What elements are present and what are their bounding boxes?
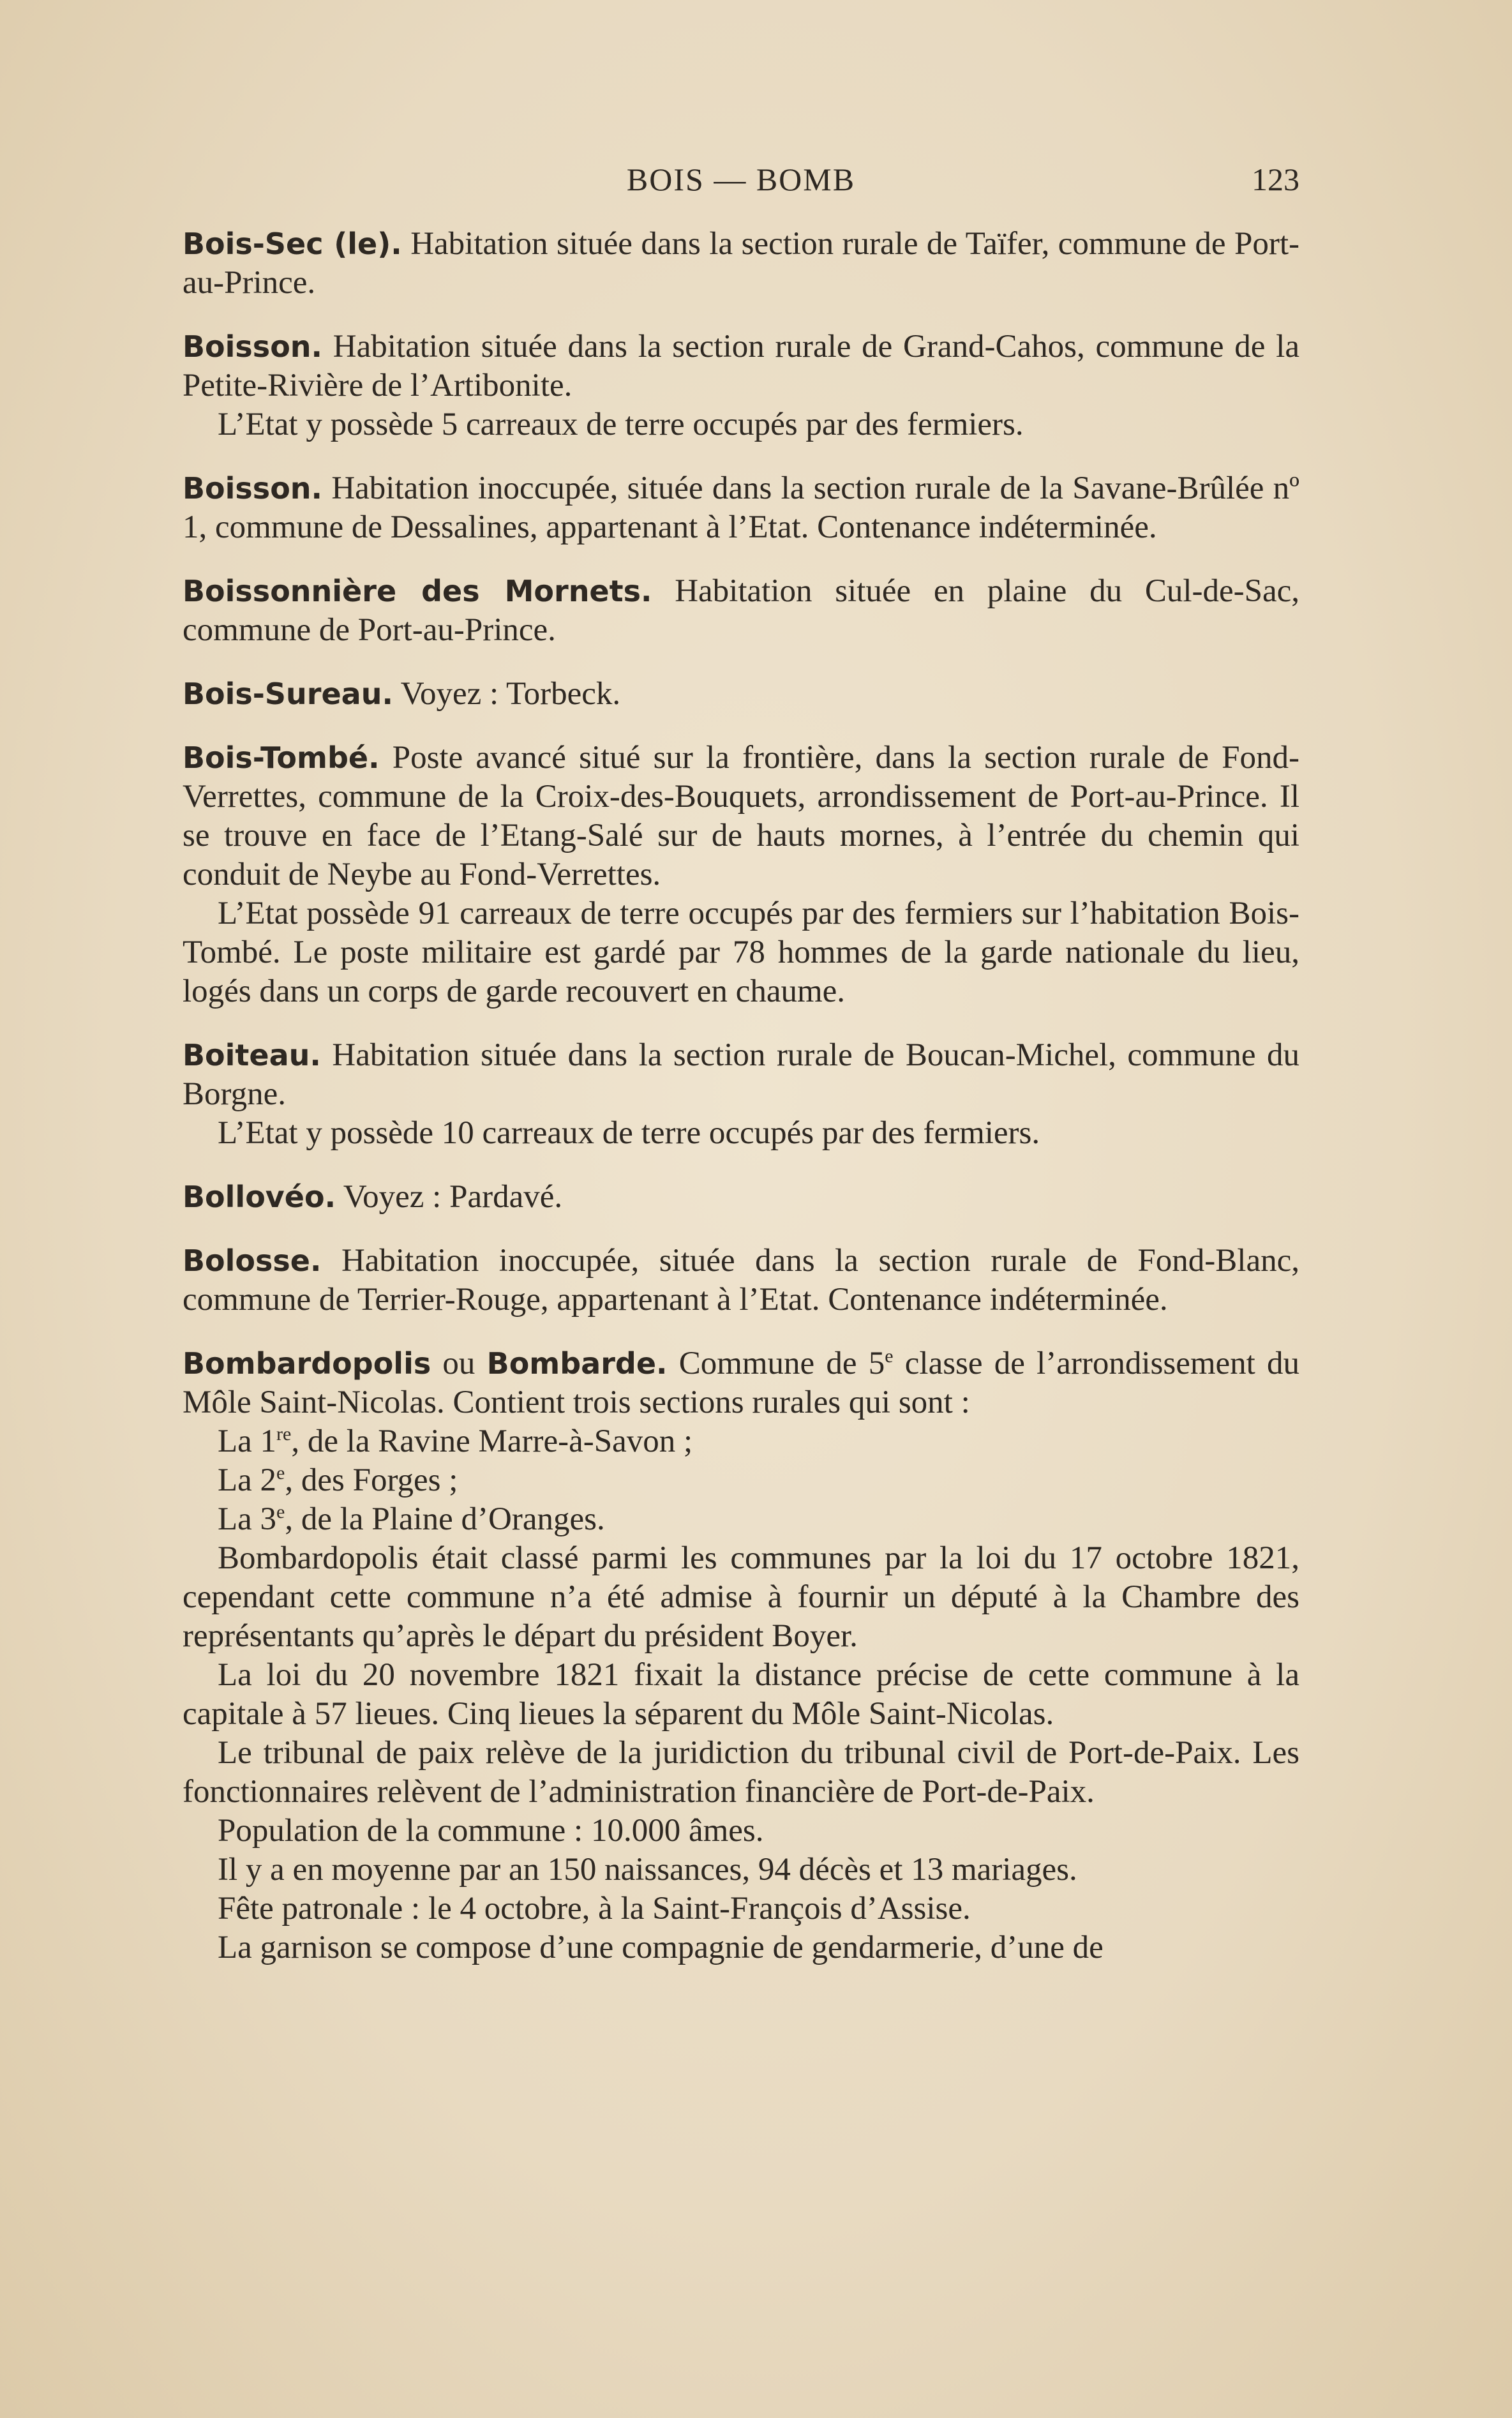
headword-connector: ou <box>431 1346 487 1381</box>
entry-subparagraph: La garnison se compose d’une compagnie de gendarmerie, d’une de <box>218 1930 1104 1965</box>
page-number: 123 <box>1252 161 1299 197</box>
headword: Boisson. <box>183 471 323 506</box>
entry-bolloveo <box>183 1178 1299 1217</box>
running-title: BOIS — BOMB <box>626 161 856 197</box>
entry-subparagraph: Le tribunal de paix relève de la juridiction du tribunal civil de Port-de-Paix. Les fonctionnaires relèvent de l’administration financière de Port-de-Paix. <box>183 1735 1299 1810</box>
entry-bois-tombe <box>183 739 1299 1011</box>
entry-boisson-2 <box>183 469 1299 547</box>
entry-subparagraph: La loi du 20 novembre 1821 fixait la distance précise de cette commune à la capitale à 57 lieues. Cinq lieues la séparent du Môle Saint-Nicolas. <box>183 1657 1299 1732</box>
entry-text: Habitation située en plaine du Cul-de-Sac, commune de Port-au-Prince. <box>183 573 1299 648</box>
headword: Bois-Sec (le). <box>183 227 402 261</box>
headword-alt: Bombarde. <box>486 1346 668 1381</box>
headword: Bollovéo. <box>183 1180 336 1214</box>
entry-subparagraph: L’Etat possède 91 carreaux de terre occupés par des fermiers sur l’habitation Bois-Tombé. Le poste militaire est gardé par 78 hommes de la garde nationale du lieu, logés dans un corps de garde recouvert en chaume. <box>183 896 1299 1009</box>
entry-text: Commune de 5 <box>667 1346 885 1381</box>
headword: Boiteau. <box>183 1038 321 1072</box>
entry-subparagraph: Il y a en moyenne par an 150 naissances, 94 décès et 13 mariages. <box>218 1852 1077 1888</box>
entry-bois-sureau <box>183 675 1299 714</box>
headword: Bolosse. <box>183 1243 322 1278</box>
running-header <box>183 161 1299 212</box>
ordinal-suffix: e <box>885 1346 894 1367</box>
entry-boiteau <box>183 1036 1299 1153</box>
entry-text: Habitation inoccupée, située dans la section rurale de Fond-Blanc, commune de Terrier-Rouge, appartenant à l’Etat. Contenance indéterminée. <box>183 1243 1299 1318</box>
entry-text: Habitation inoccupée, située dans la section rurale de la Savane-Brûlée nº 1, commune de Dessalines, appartenant à l’Etat. Contenance indéterminée. <box>183 470 1299 545</box>
entry-subparagraph: L’Etat y possède 10 carreaux de terre occupés par des fermiers. <box>218 1115 1040 1151</box>
entry-bolosse <box>183 1242 1299 1319</box>
headword: Boissonnière des Mornets. <box>183 574 652 608</box>
dictionary-body <box>183 225 1299 1992</box>
entry-subparagraph: Bombardopolis était classé parmi les communes par la loi du 17 octobre 1821, cependant cette commune n’a été admise à fournir un député à la Chambre des représentants qu’après le départ du président Boyer. <box>183 1540 1299 1654</box>
entry-text: Habitation située dans la section rurale de Taïfer, commune de Port-au-Prince. <box>183 226 1299 301</box>
section-item: La 2e, des Forges ; <box>218 1462 458 1498</box>
entry-subparagraph: Population de la commune : 10.000 âmes. <box>218 1813 764 1849</box>
entry-bombardopolis <box>183 1344 1299 1967</box>
entry-subparagraph: Fête patronale : le 4 octobre, à la Saint-François d’Assise. <box>218 1891 971 1926</box>
entry-text: classe de l’arrondissement du Môle Saint-Nicolas. Contient trois sections rurales qui sont : <box>183 1346 1300 1420</box>
headword: Bombardopolis <box>183 1346 431 1381</box>
section-item: La 1re, de la Ravine Marre-à-Savon ; <box>218 1423 693 1459</box>
entry-bois-sec <box>183 225 1299 303</box>
headword: Boisson. <box>183 329 323 364</box>
headword: Bois-Sureau. <box>183 677 393 711</box>
entry-text: Habitation située dans la section rurale de Boucan-Michel, commune du Borgne. <box>183 1037 1299 1112</box>
section-item: La 3e, de la Plaine d’Oranges. <box>218 1501 605 1537</box>
entry-boissonniere <box>183 572 1299 650</box>
entry-text: Voyez : Torbeck. <box>393 676 621 712</box>
headword: Bois-Tombé. <box>183 740 380 775</box>
entry-boisson-1 <box>183 327 1299 444</box>
entry-subparagraph: L’Etat y possède 5 carreaux de terre occupés par des fermiers. <box>218 407 1024 442</box>
entry-text: Voyez : Pardavé. <box>336 1179 563 1215</box>
entry-text: Poste avancé situé sur la frontière, dans la section rurale de Fond-Verrettes, commune de la Croix-des-Bouquets, arrondissement de Port-au-Prince. Il se trouve en face de l’Etang-Salé sur de hauts mornes, à l’entrée du chemin qui conduit de Neybe au Fond-Verrettes. <box>183 740 1299 892</box>
entry-text: Habitation située dans la section rurale de Grand-Cahos, commune de la Petite-Rivière de l’Artibonite. <box>183 329 1299 403</box>
